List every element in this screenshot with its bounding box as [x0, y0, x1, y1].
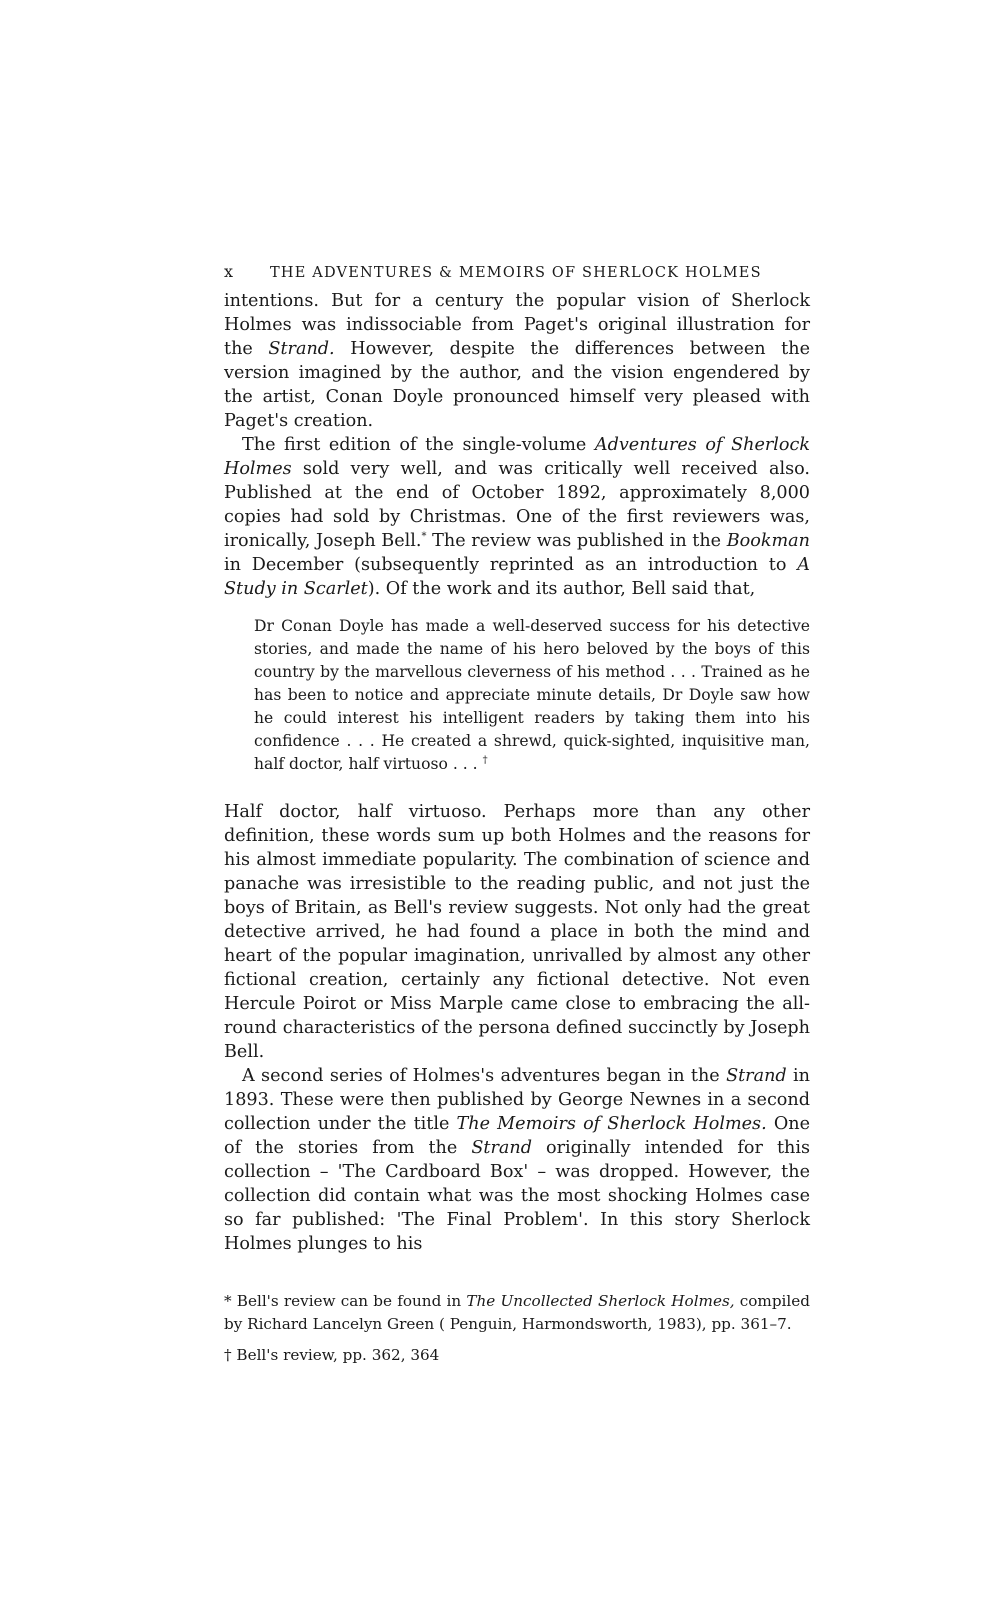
footnote-marker-dagger: † — [482, 754, 488, 766]
paragraph-3: Half doctor, half virtuoso. Perhaps more than any other definition, these words sum up both Holmes and the reasons for his almost immediate popularity. The combination of science and panache was irresistible to the reading public, and not just the boys of Britain, as Bell's review suggests. Not only had the great detective arrived, he had found a place in both the mind and heart of the popular imagination, unrivalled by almost any other fictional creation, certainly any fictional detective. Not even Hercule Poirot or Miss Marple came close to embracing the all-round characteristics of the persona defined succinctly by Joseph Bell. — [224, 802, 810, 1062]
running-head — [224, 262, 810, 281]
paragraph-4: A second series of Holmes's adventures began in the Strand in 1893. These were then published by George Newnes in a second collection under the title The Memoirs of Sherlock Holmes. One of the stories from the Strand originally intended for this collection – 'The Cardboard Box' – was dropped. However, the collection did contain what was the most shocking Holmes case so far published: 'The Final Problem'. In this story Sherlock Holmes plunges to his — [224, 1066, 810, 1254]
body-text — [224, 289, 810, 1256]
footnote-1: * Bell's review can be found in The Uncollected Sherlock Holmes, compiled by Richard Lancelyn Green ( Penguin, Harmondsworth, 1983), pp. 361–7. — [224, 1292, 810, 1333]
page-number: x — [224, 262, 234, 281]
footnotes — [224, 1290, 810, 1367]
footnote-2: † Bell's review, pp. 362, 364 — [224, 1346, 440, 1364]
book-page — [224, 262, 810, 1375]
paragraph-1: intentions. But for a century the popular vision of Sherlock Holmes was indissociable from Paget's original illustration for the Strand. However, despite the differences between the version imagined by the author, and the vision engendered by the artist, Conan Doyle pronounced himself very pleased with Paget's creation. — [224, 291, 810, 431]
footnote-marker-asterisk: * — [421, 531, 427, 543]
block-quote: Dr Conan Doyle has made a well-deserved success for his detective stories, and made the name of his hero beloved by the boys of this country by the marvellous cleverness of his method . . . Trained as he has been to notice and appreciate minute details, Dr Doyle saw how he could interest his intelligent readers by taking them into his confidence . . . He created a shrewd, quick-sighted, inquisitive man, half doctor, half virtuoso . . . † — [254, 617, 810, 773]
running-title: THE ADVENTURES & MEMOIRS OF SHERLOCK HOLMES — [270, 265, 762, 281]
paragraph-2: The first edition of the single-volume Adventures of Sherlock Holmes sold very well, and was critically well received also. Published at the end of October 1892, approximately 8,000 copies had sold by Christmas. One of the first reviewers was, ironically, Joseph Bell.* The review was published in the Bookman in December (subsequently reprinted as an introduction to A Study in Scarlet). Of the work and its author, Bell said that, — [224, 435, 811, 599]
